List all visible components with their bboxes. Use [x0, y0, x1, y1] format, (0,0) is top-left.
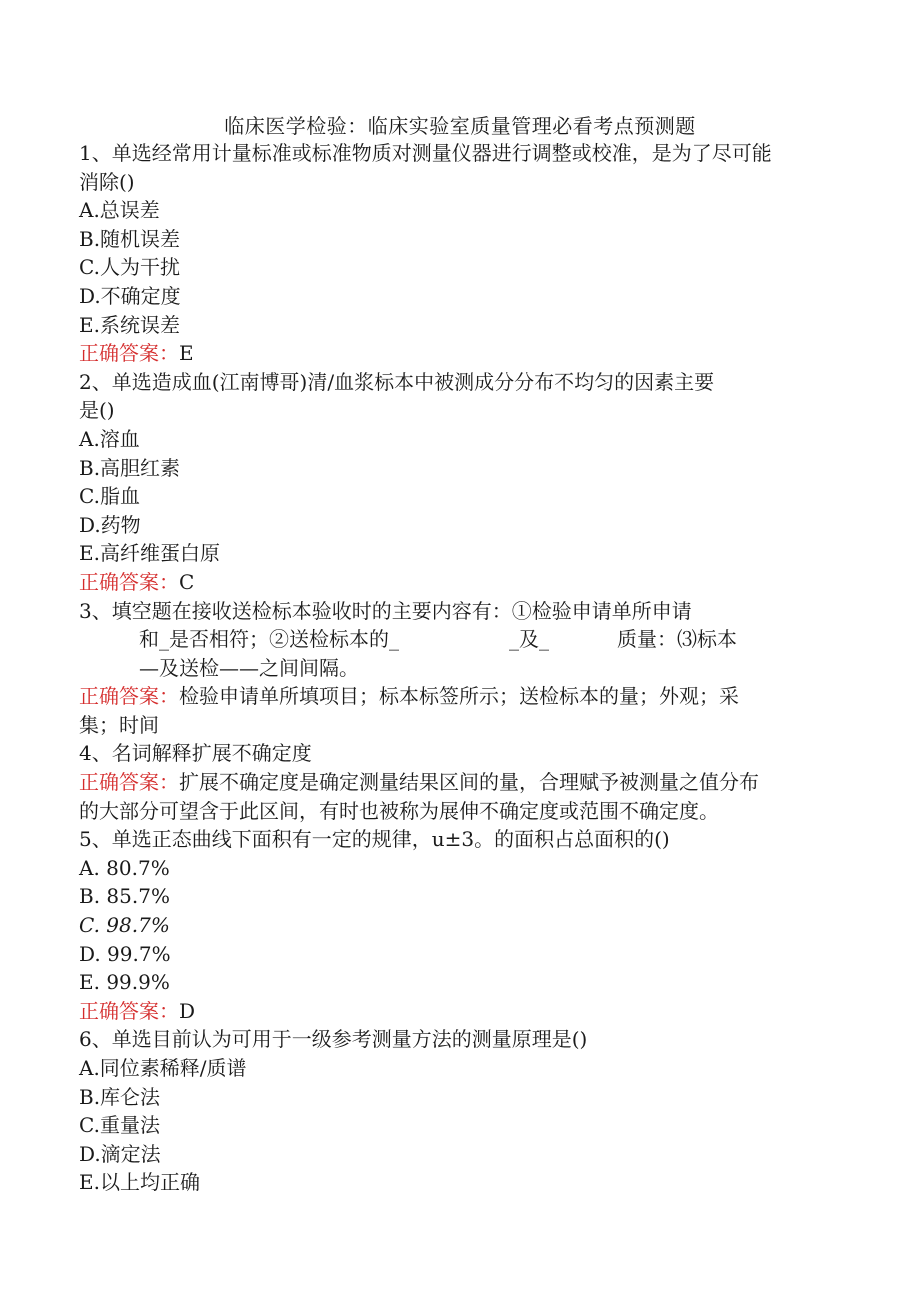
- option-c: C.重量法: [79, 1113, 160, 1138]
- question-stem: 3、填空题在接收送检标本验收时的主要内容有：①检验申请单所申请: [79, 598, 692, 623]
- question-stem-continued: 消除(): [79, 169, 135, 194]
- option-a: A.总误差: [79, 198, 160, 223]
- question-stem-continued: [79, 625, 839, 654]
- option-a: A. 80.7%: [79, 855, 170, 880]
- answer-value: 扩展不确定度是确定测量结果区间的量，合理赋予被测量之值分布: [179, 770, 759, 795]
- question-6: [79, 1025, 839, 1197]
- answer-value: 检验申请单所填项目；标本标签所示；送检标本的量；外观；采: [179, 684, 739, 709]
- answer-continued: 集；时间: [79, 712, 159, 737]
- option-b: B.随机误差: [79, 226, 181, 251]
- option-c: C.人为干扰: [79, 255, 180, 280]
- question-5: [79, 825, 839, 1025]
- option-c: C.脂血: [79, 484, 140, 509]
- option-d: D.滴定法: [79, 1141, 161, 1166]
- answer-line: [79, 682, 839, 711]
- question-3: [79, 597, 839, 740]
- question-stem-continued: 是(): [79, 398, 115, 423]
- option-d: D.不确定度: [79, 283, 181, 308]
- answer-value: D: [179, 998, 196, 1023]
- answer-label: 正确答案：: [79, 684, 179, 709]
- question-stem: 6、单选目前认为可用于一级参考测量方法的测量原理是(): [79, 1027, 588, 1052]
- option-e: E.以上均正确: [79, 1170, 200, 1195]
- option-b: B.库仑法: [79, 1084, 161, 1109]
- answer-label: 正确答案：: [79, 569, 179, 594]
- option-e: E. 99.9%: [79, 970, 170, 995]
- answer-value: E: [179, 341, 194, 366]
- question-stem: 5、单选正态曲线下面积有一定的规律，u±3。的面积占总面积的(): [79, 827, 670, 852]
- answer-line: [79, 339, 839, 368]
- question-1: [79, 139, 839, 368]
- answer-label: 正确答案：: [79, 998, 179, 1023]
- blank-segment-3: 质量：⑶标本: [617, 627, 737, 652]
- option-a: A.同位素稀释/质谱: [79, 1056, 247, 1080]
- blank-segment-1: 和_是否相符；②送检标本的_: [139, 627, 399, 652]
- answer-line: [79, 768, 839, 797]
- answer-label: 正确答案：: [79, 770, 179, 795]
- option-a: A.溶血: [79, 426, 140, 451]
- answer-line: [79, 997, 839, 1026]
- option-d: D. 99.7%: [79, 941, 171, 966]
- option-d: D.药物: [79, 512, 141, 537]
- option-b: B. 85.7%: [79, 884, 170, 909]
- question-list: [79, 139, 839, 1197]
- question-stem-continued: —及送检——之间间隔。: [139, 655, 359, 680]
- question-4: [79, 739, 839, 825]
- question-stem: 1、单选经常用计量标准或标准物质对测量仪器进行调整或校准，是为了尽可能: [79, 141, 772, 165]
- answer-continued: 的大部分可望含于此区间，有时也被称为展伸不确定度或范围不确定度。: [79, 798, 719, 823]
- document-title: 临床医学检验：临床实验室质量管理必看考点预测题: [224, 114, 696, 138]
- answer-line: [79, 568, 839, 597]
- question-2: [79, 368, 839, 597]
- question-stem: 4、名词解释扩展不确定度: [79, 741, 312, 766]
- blank-segment-2: _及_: [509, 627, 549, 652]
- option-e: E.系统误差: [79, 312, 180, 337]
- question-stem: 2、单选造成血(江南博哥)清/血浆标本中被测成分分布不均匀的因素主要: [79, 369, 715, 394]
- answer-label: 正确答案：: [79, 341, 179, 366]
- option-b: B.高胆红素: [79, 455, 181, 480]
- option-c: C. 98.7%: [79, 913, 170, 938]
- option-e: E.高纤维蛋白原: [79, 541, 220, 566]
- answer-value: C: [179, 569, 195, 594]
